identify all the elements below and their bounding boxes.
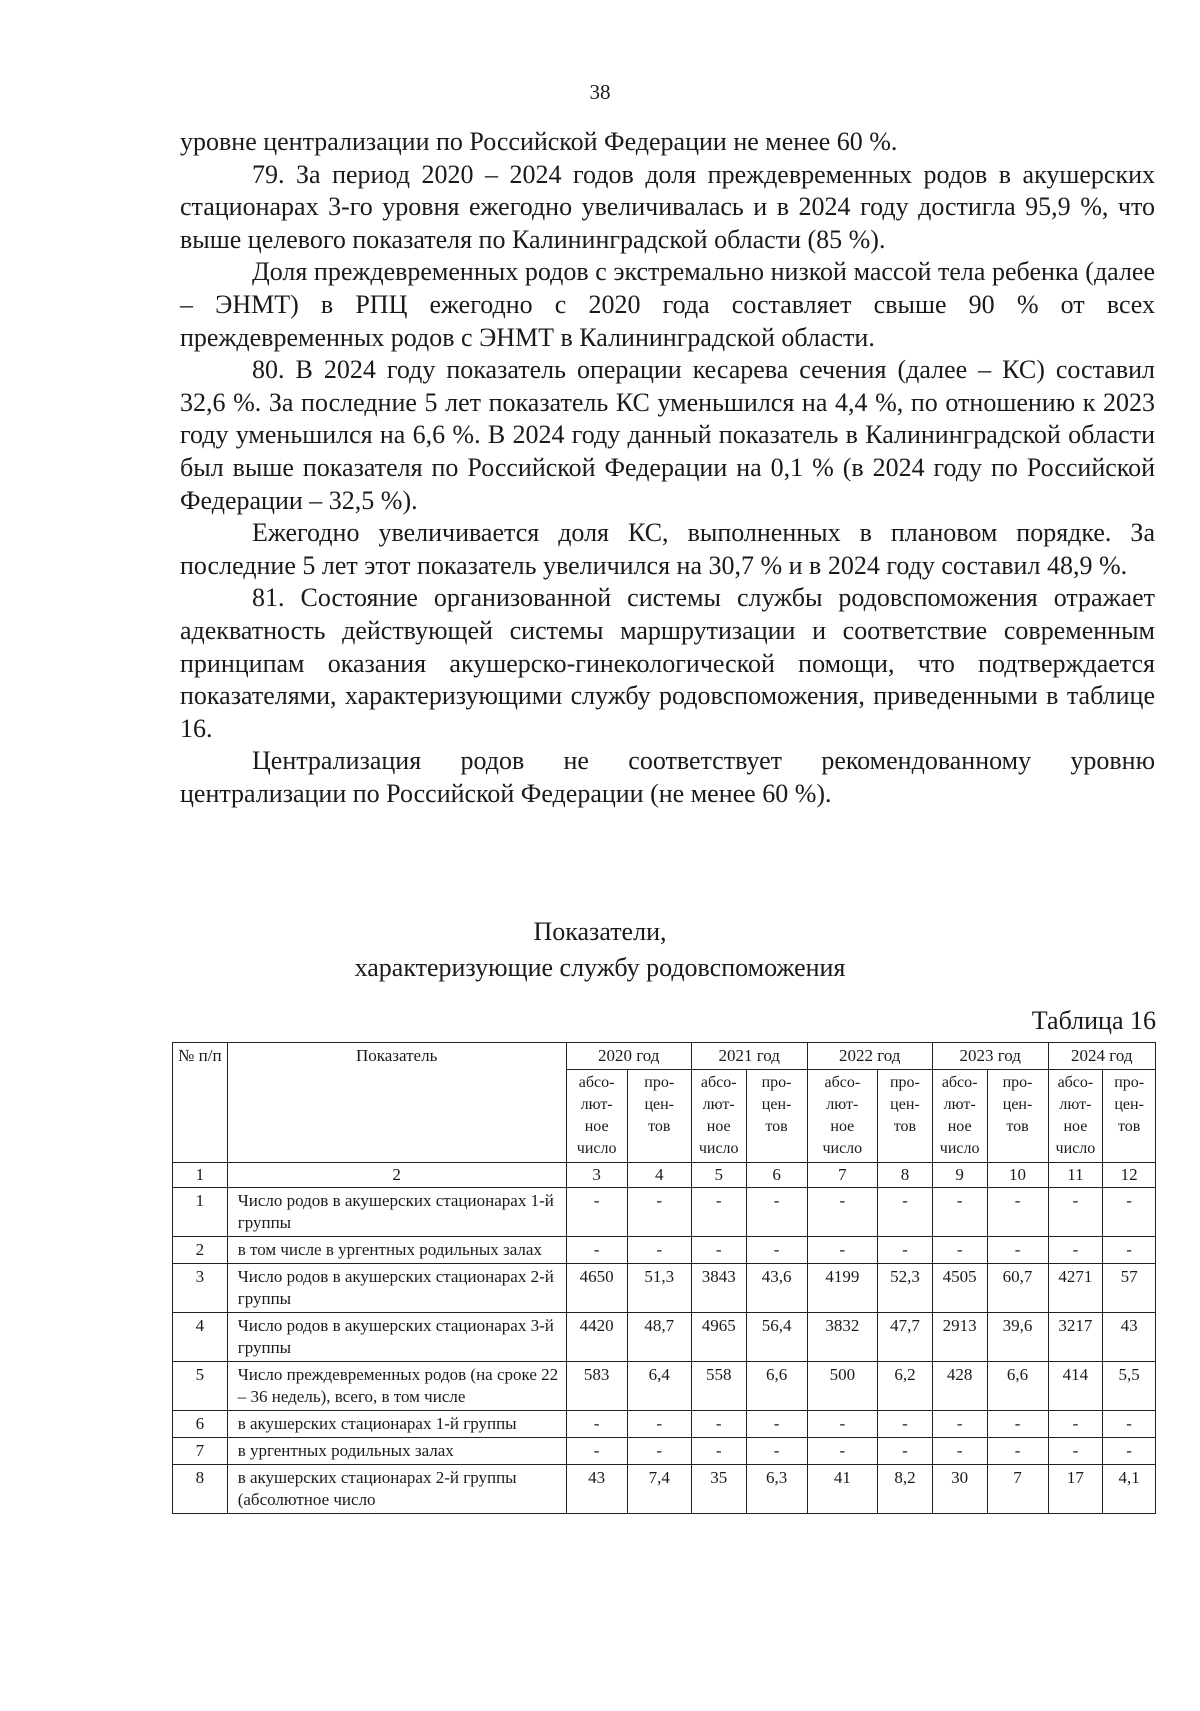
row-value: - bbox=[932, 1411, 987, 1438]
row-value: 39,6 bbox=[987, 1313, 1048, 1362]
header-absolute: абсо- лют- ное число bbox=[932, 1070, 987, 1163]
row-value: - bbox=[746, 1438, 807, 1465]
row-value: - bbox=[932, 1438, 987, 1465]
column-number-row bbox=[173, 1163, 1156, 1188]
row-indicator: Число преждевременных родов (на сроке 22 – 36 недель), всего, в том числе bbox=[227, 1362, 566, 1411]
row-value: 7 bbox=[987, 1465, 1048, 1514]
header-year: 2023 год bbox=[932, 1043, 1048, 1070]
row-value: - bbox=[807, 1438, 878, 1465]
header-absolute: абсо- лют- ное число bbox=[691, 1070, 746, 1163]
row-value: 3217 bbox=[1048, 1313, 1103, 1362]
row-value: - bbox=[627, 1237, 691, 1264]
column-number: 9 bbox=[932, 1163, 987, 1188]
row-value: - bbox=[807, 1237, 878, 1264]
row-number: 8 bbox=[173, 1465, 228, 1514]
header-percent: про- цен- тов bbox=[746, 1070, 807, 1163]
paragraph-80: 80. В 2024 году показатель операции кесарева сечения (далее – КС) составил 32,6 %. За последние 5 лет показатель КС уменьшился на 4,4 %, по отношению к 2023 году уменьшился на 6,6 %. В 2024 году данный показатель в Калининградской области был выше показателя по Российской Федерации на 0,1 % (в 2024 году по Российской Федерации – 32,5 %). bbox=[180, 355, 1155, 515]
table-row bbox=[173, 1438, 1156, 1465]
row-indicator: в том числе в ургентных родильных залах bbox=[227, 1237, 566, 1264]
column-number: 3 bbox=[566, 1163, 627, 1188]
header-year: 2020 год bbox=[566, 1043, 691, 1070]
paragraph-enmt: Доля преждевременных родов с экстремально низкой массой тела ребенка (далее – ЭНМТ) в РПЦ ежегодно с 2020 года составляет свыше 90 % от всех преждевременных родов с ЭНМТ в Калининградской области. bbox=[180, 257, 1155, 352]
row-value: - bbox=[878, 1188, 933, 1237]
row-value: - bbox=[1048, 1237, 1103, 1264]
paragraph-centralization: Централизация родов не соответствует рекомендованному уровню централизации по Российской Федерации (не менее 60 %). bbox=[180, 746, 1155, 808]
row-value: - bbox=[566, 1438, 627, 1465]
row-number: 2 bbox=[173, 1237, 228, 1264]
row-value: 428 bbox=[932, 1362, 987, 1411]
row-value: - bbox=[878, 1411, 933, 1438]
row-value: - bbox=[987, 1237, 1048, 1264]
row-value: 43 bbox=[566, 1465, 627, 1514]
row-value: 583 bbox=[566, 1362, 627, 1411]
row-value: - bbox=[1103, 1411, 1156, 1438]
row-number: 4 bbox=[173, 1313, 228, 1362]
row-value: 43,6 bbox=[746, 1264, 807, 1313]
table-title-line1: Показатели, bbox=[533, 917, 667, 946]
column-number: 4 bbox=[627, 1163, 691, 1188]
row-indicator: Число родов в акушерских стационарах 1-й группы bbox=[227, 1188, 566, 1237]
table-label: Таблица 16 bbox=[1031, 1006, 1156, 1035]
row-value: - bbox=[627, 1411, 691, 1438]
header-percent: про- цен- тов bbox=[878, 1070, 933, 1163]
table-row bbox=[173, 1313, 1156, 1362]
row-value: - bbox=[691, 1188, 746, 1237]
row-number: 1 bbox=[173, 1188, 228, 1237]
row-value: 6,6 bbox=[746, 1362, 807, 1411]
header-percent: про- цен- тов bbox=[627, 1070, 691, 1163]
row-value: 17 bbox=[1048, 1465, 1103, 1514]
column-number: 5 bbox=[691, 1163, 746, 1188]
header-absolute: абсо- лют- ное число bbox=[807, 1070, 878, 1163]
row-value: - bbox=[1048, 1438, 1103, 1465]
table-row bbox=[173, 1465, 1156, 1514]
row-value: - bbox=[1048, 1188, 1103, 1237]
row-value: 4965 bbox=[691, 1313, 746, 1362]
table-row bbox=[173, 1264, 1156, 1313]
row-value: - bbox=[807, 1411, 878, 1438]
row-value: - bbox=[1103, 1237, 1156, 1264]
row-value: - bbox=[987, 1188, 1048, 1237]
header-year: 2021 год bbox=[691, 1043, 807, 1070]
row-value: 4,1 bbox=[1103, 1465, 1156, 1514]
row-value: - bbox=[627, 1188, 691, 1237]
row-value: - bbox=[1103, 1438, 1156, 1465]
row-value: - bbox=[807, 1188, 878, 1237]
row-value: - bbox=[746, 1237, 807, 1264]
row-indicator: Число родов в акушерских стационарах 2-й группы bbox=[227, 1264, 566, 1313]
row-value: 60,7 bbox=[987, 1264, 1048, 1313]
row-value: - bbox=[878, 1438, 933, 1465]
row-indicator: в акушерских стационарах 2-й группы (абсолютное число bbox=[227, 1465, 566, 1514]
header-num: № п/п bbox=[173, 1043, 228, 1163]
header-year: 2022 год bbox=[807, 1043, 932, 1070]
table-row bbox=[173, 1362, 1156, 1411]
row-value: 52,3 bbox=[878, 1264, 933, 1313]
row-value: 35 bbox=[691, 1465, 746, 1514]
row-value: 6,3 bbox=[746, 1465, 807, 1514]
table-row bbox=[173, 1411, 1156, 1438]
row-value: 30 bbox=[932, 1465, 987, 1514]
column-number: 7 bbox=[807, 1163, 878, 1188]
row-value: - bbox=[627, 1438, 691, 1465]
column-number: 11 bbox=[1048, 1163, 1103, 1188]
row-value: 6,2 bbox=[878, 1362, 933, 1411]
row-value: 558 bbox=[691, 1362, 746, 1411]
column-number: 6 bbox=[746, 1163, 807, 1188]
indicators-table bbox=[172, 1042, 1156, 1514]
row-indicator: в ургентных родильных залах bbox=[227, 1438, 566, 1465]
row-value: 6,4 bbox=[627, 1362, 691, 1411]
table-row bbox=[173, 1237, 1156, 1264]
row-value: - bbox=[987, 1411, 1048, 1438]
header-absolute: абсо- лют- ное число bbox=[566, 1070, 627, 1163]
column-number: 8 bbox=[878, 1163, 933, 1188]
row-value: - bbox=[691, 1438, 746, 1465]
paragraph-81: 81. Состояние организованной системы службы родовспоможения отражает адекватность действующей системы маршрутизации и соответствие современным принципам оказания акушерско-гинекологической помощи, что подтверждается показателями, характеризующими службу родовспоможения, приведенными в таблице 16. bbox=[180, 583, 1155, 743]
row-value: 2913 bbox=[932, 1313, 987, 1362]
header-indicator: Показатель bbox=[227, 1043, 566, 1163]
column-number: 2 bbox=[227, 1163, 566, 1188]
header-year: 2024 год bbox=[1048, 1043, 1155, 1070]
header-percent: про- цен- тов bbox=[987, 1070, 1048, 1163]
row-value: 4420 bbox=[566, 1313, 627, 1362]
table-title bbox=[0, 914, 1200, 986]
paragraph-79: 79. За период 2020 – 2024 годов доля преждевременных родов в акушерских стационарах 3-го уровня ежегодно увеличивалась и в 2024 году достигла 95,9 %, что выше целевого показателя по Калининградской области (85 %). bbox=[180, 159, 1155, 254]
row-number: 6 bbox=[173, 1411, 228, 1438]
row-value: 5,5 bbox=[1103, 1362, 1156, 1411]
paragraph-continuation: уровне централизации по Российской Федерации не менее 60 %. bbox=[180, 127, 898, 156]
row-value: 47,7 bbox=[878, 1313, 933, 1362]
row-value: - bbox=[691, 1237, 746, 1264]
row-indicator: Число родов в акушерских стационарах 3-й группы bbox=[227, 1313, 566, 1362]
row-value: 4505 bbox=[932, 1264, 987, 1313]
row-value: - bbox=[987, 1438, 1048, 1465]
row-value: 57 bbox=[1103, 1264, 1156, 1313]
column-number: 1 bbox=[173, 1163, 228, 1188]
row-number: 3 bbox=[173, 1264, 228, 1313]
header-percent: про- цен- тов bbox=[1103, 1070, 1156, 1163]
paragraph-ks: Ежегодно увеличивается доля КС, выполненных в плановом порядке. За последние 5 лет этот показатель увеличился на 30,7 % и в 2024 году составил 48,9 %. bbox=[180, 518, 1155, 580]
row-indicator: в акушерских стационарах 1-й группы bbox=[227, 1411, 566, 1438]
row-number: 7 bbox=[173, 1438, 228, 1465]
row-value: 51,3 bbox=[627, 1264, 691, 1313]
table-title-line2: характеризующие службу родовспоможения bbox=[354, 953, 846, 982]
row-value: 4199 bbox=[807, 1264, 878, 1313]
row-value: 4650 bbox=[566, 1264, 627, 1313]
row-value: - bbox=[566, 1237, 627, 1264]
row-value: - bbox=[932, 1188, 987, 1237]
row-value: 7,4 bbox=[627, 1465, 691, 1514]
row-value: 3843 bbox=[691, 1264, 746, 1313]
row-value: 3832 bbox=[807, 1313, 878, 1362]
column-number: 10 bbox=[987, 1163, 1048, 1188]
table-header-row bbox=[173, 1043, 1156, 1070]
row-value: 41 bbox=[807, 1465, 878, 1514]
row-value: 414 bbox=[1048, 1362, 1103, 1411]
table-row bbox=[173, 1188, 1156, 1237]
row-value: 6,6 bbox=[987, 1362, 1048, 1411]
row-value: 48,7 bbox=[627, 1313, 691, 1362]
row-number: 5 bbox=[173, 1362, 228, 1411]
row-value: - bbox=[566, 1188, 627, 1237]
row-value: 500 bbox=[807, 1362, 878, 1411]
row-value: - bbox=[566, 1411, 627, 1438]
row-value: - bbox=[932, 1237, 987, 1264]
row-value: 4271 bbox=[1048, 1264, 1103, 1313]
row-value: - bbox=[746, 1188, 807, 1237]
page-number: 38 bbox=[589, 80, 611, 104]
row-value: 8,2 bbox=[878, 1465, 933, 1514]
row-value: - bbox=[691, 1411, 746, 1438]
row-value: 43 bbox=[1103, 1313, 1156, 1362]
row-value: - bbox=[878, 1237, 933, 1264]
row-value: - bbox=[746, 1411, 807, 1438]
header-absolute: абсо- лют- ное число bbox=[1048, 1070, 1103, 1163]
row-value: - bbox=[1048, 1411, 1103, 1438]
column-number: 12 bbox=[1103, 1163, 1156, 1188]
row-value: - bbox=[1103, 1188, 1156, 1237]
row-value: 56,4 bbox=[746, 1313, 807, 1362]
body-text bbox=[180, 126, 1155, 810]
